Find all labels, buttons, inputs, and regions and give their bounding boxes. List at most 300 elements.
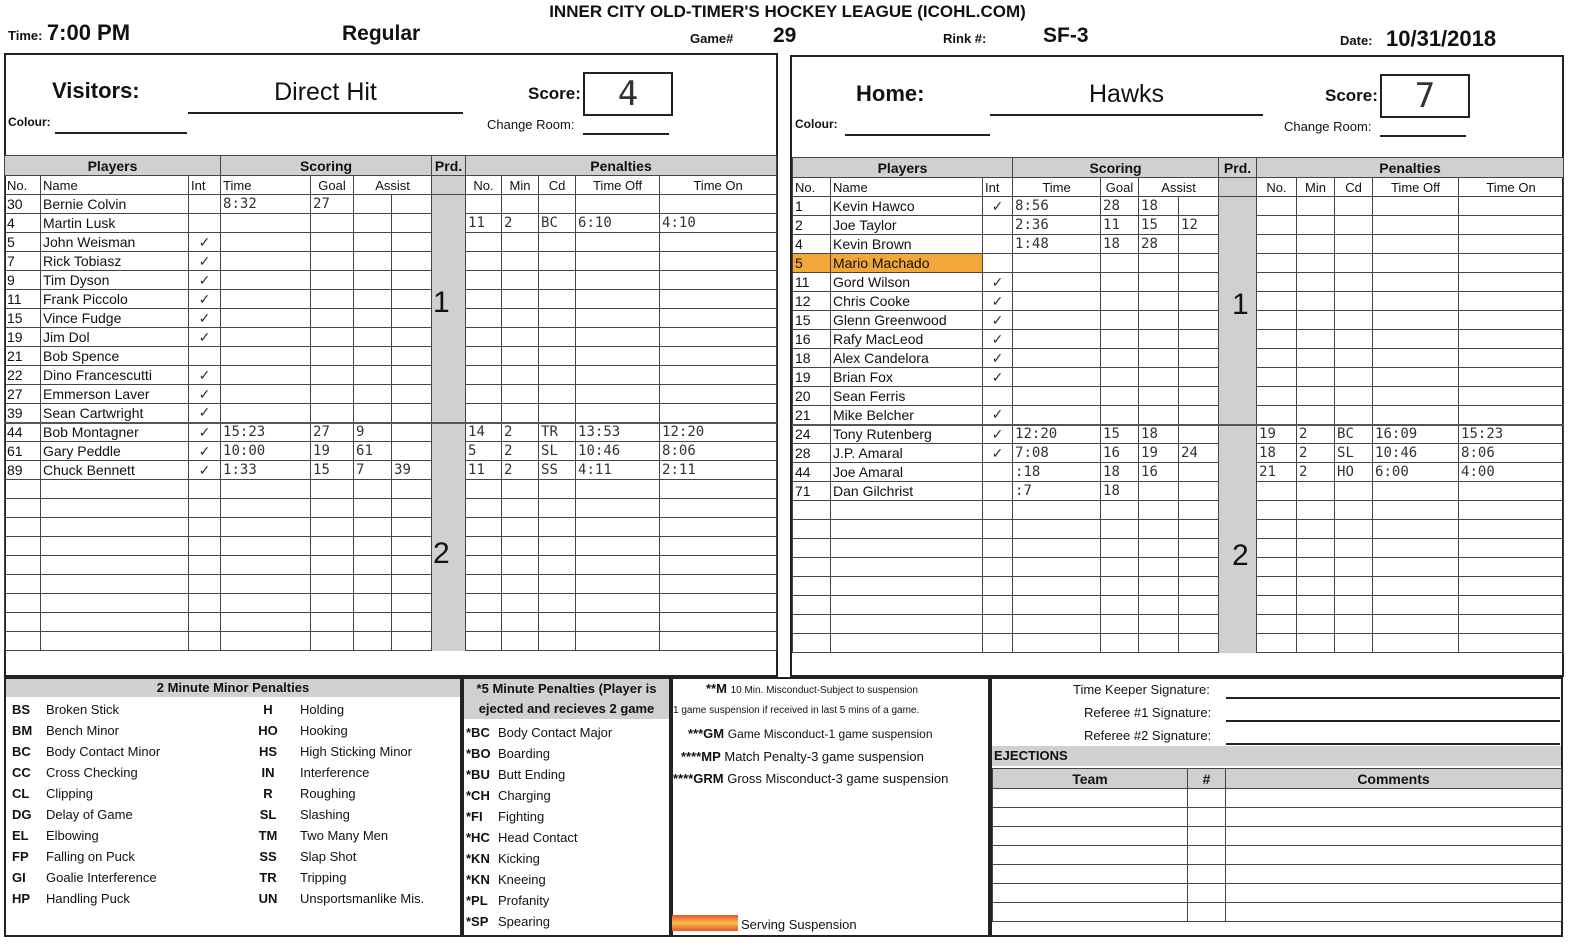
- player-name: [41, 556, 189, 575]
- home-prd-header: Prd.: [1219, 158, 1257, 178]
- ejection-cell[interactable]: [1226, 884, 1562, 903]
- penalty-code: BM: [12, 723, 33, 738]
- penalty-time-on: [660, 613, 777, 632]
- ejection-cell[interactable]: [1226, 827, 1562, 846]
- date-value: 10/31/2018: [1386, 26, 1497, 51]
- serving-suspension-label: Serving Suspension: [741, 917, 857, 932]
- table-row: [793, 558, 1564, 577]
- player-number: 22: [5, 366, 41, 385]
- penalty-minutes: 2: [1297, 425, 1335, 444]
- penalty-minutes: [1297, 558, 1335, 577]
- ejection-cell[interactable]: [1226, 808, 1562, 827]
- goal-time: [221, 632, 311, 651]
- visitors-score-label: Score:: [528, 84, 581, 103]
- home-room-line: [1380, 120, 1466, 137]
- prd-gutter: [1219, 615, 1257, 634]
- int-check: ✓: [983, 406, 1013, 425]
- penalty-minutes: [502, 518, 539, 537]
- assist-2: [1179, 273, 1219, 292]
- penalty-desc: Hooking: [300, 723, 348, 738]
- assist-2: [1179, 634, 1219, 653]
- goal-time: 1:48: [1013, 235, 1101, 254]
- penalty-time-off: 6:10: [576, 214, 660, 233]
- assist-2: [392, 195, 432, 214]
- assist-2: [392, 613, 432, 632]
- player-name: Bob Montagner: [41, 423, 189, 442]
- ejection-cell[interactable]: [993, 903, 1188, 922]
- player-name: [831, 539, 983, 558]
- timekeeper-signature-label: Time Keeper Signature:: [1073, 682, 1210, 697]
- referee2-signature-label: Referee #2 Signature:: [1084, 728, 1212, 743]
- penalty-time-on: [1459, 254, 1564, 273]
- penalty-player: [466, 537, 502, 556]
- penalty-desc: Interference: [300, 765, 370, 780]
- penalty-code: *BC: [466, 725, 490, 740]
- assist-1: [354, 328, 392, 347]
- col-int: Int: [189, 176, 221, 195]
- penalty-minutes: [1297, 292, 1335, 311]
- ejection-cell[interactable]: [1188, 789, 1226, 808]
- penalty-desc: Profanity: [498, 893, 550, 908]
- legend-row: [464, 911, 616, 932]
- player-name: Sean Cartwright: [41, 404, 189, 423]
- player-number: 27: [5, 385, 41, 404]
- penalty-time-on: [1459, 330, 1564, 349]
- prd-gutter: [1219, 387, 1257, 406]
- goal-scorer: 16: [1101, 444, 1139, 463]
- assist-2: [1179, 482, 1219, 501]
- goal-time: [1013, 292, 1101, 311]
- penalty-code: H: [263, 702, 273, 717]
- assist-1: [354, 195, 392, 214]
- col-name: Name: [41, 176, 189, 195]
- legend-row: [464, 743, 616, 764]
- table-row: [5, 556, 777, 575]
- penalty-desc: Body Contact Minor: [46, 744, 161, 759]
- penalty-minutes: [502, 290, 539, 309]
- penalty-time-on: [660, 632, 777, 651]
- table-row: [793, 425, 1564, 444]
- int-check: [189, 575, 221, 594]
- penalty-code: [1335, 330, 1373, 349]
- misconduct-gm-text: Game Misconduct-1 game suspension: [727, 727, 933, 741]
- goal-scorer: [311, 613, 354, 632]
- misconduct-m-code: **M: [706, 681, 727, 696]
- scoring-header: Scoring: [221, 156, 432, 176]
- assist-1: 15: [1139, 216, 1179, 235]
- assist-1: [354, 214, 392, 233]
- col-time-on: Time On: [660, 176, 777, 195]
- player-number: 44: [5, 423, 41, 442]
- goal-scorer: [1101, 501, 1139, 520]
- goal-scorer: [311, 480, 354, 499]
- penalty-minutes: [1297, 197, 1335, 216]
- referee1-signature-line[interactable]: [1226, 720, 1560, 722]
- penalty-player: [1257, 235, 1297, 254]
- goal-time: :7: [1013, 482, 1101, 501]
- misconduct-mp: [681, 749, 924, 764]
- penalty-code: [1335, 216, 1373, 235]
- assist-1: [354, 594, 392, 613]
- goal-time: [221, 309, 311, 328]
- assist-1: 18: [1139, 197, 1179, 216]
- legend-row: [464, 890, 616, 911]
- penalty-time-off: [1373, 292, 1459, 311]
- col-assist: Assist: [354, 176, 432, 195]
- player-number: [5, 480, 41, 499]
- player-number: 1: [793, 197, 831, 216]
- prd-gutter: [432, 632, 466, 651]
- ejection-cell[interactable]: [1188, 884, 1226, 903]
- col-time: Time: [221, 176, 311, 195]
- ejections-title: EJECTIONS: [992, 746, 1561, 766]
- penalty-player: [466, 499, 502, 518]
- prd-gutter: [1219, 197, 1257, 216]
- penalty-player: [466, 556, 502, 575]
- table-row: [5, 385, 777, 404]
- assist-2: [1179, 425, 1219, 444]
- penalty-code: TR: [259, 870, 277, 885]
- table-row: [5, 252, 777, 271]
- penalty-code: [539, 632, 576, 651]
- penalty-desc: Goalie Interference: [46, 870, 157, 885]
- home-penalties-header: Penalties: [1257, 158, 1564, 178]
- assist-1: [1139, 387, 1179, 406]
- penalty-player: [466, 252, 502, 271]
- assist-2: [1179, 596, 1219, 615]
- penalty-minutes: [502, 385, 539, 404]
- goal-scorer: [1101, 292, 1139, 311]
- penalty-time-on: 4:10: [660, 214, 777, 233]
- penalty-code: [1335, 349, 1373, 368]
- goal-time: [221, 385, 311, 404]
- penalty-code: HP: [12, 891, 31, 906]
- penalty-code: [1335, 577, 1373, 596]
- int-check: [983, 501, 1013, 520]
- home-col-goal: Goal: [1101, 178, 1139, 197]
- assist-2: [392, 404, 432, 423]
- penalty-time-off: [1373, 558, 1459, 577]
- goal-time: [221, 290, 311, 309]
- goal-time: [221, 328, 311, 347]
- goal-scorer: [311, 271, 354, 290]
- assist-2: [392, 366, 432, 385]
- penalty-minutes: [502, 328, 539, 347]
- player-number: 4: [793, 235, 831, 254]
- prd-gutter: [432, 214, 466, 233]
- assist-2: [1179, 615, 1219, 634]
- game-number: 29: [773, 24, 797, 47]
- penalty-player: 19: [1257, 425, 1297, 444]
- assist-2: [1179, 501, 1219, 520]
- penalty-code: BS: [12, 702, 31, 717]
- penalty-time-on: [660, 252, 777, 271]
- penalty-time-off: [1373, 216, 1459, 235]
- penalty-code: BC: [539, 214, 576, 233]
- penalty-time-on: [1459, 558, 1564, 577]
- penalty-minutes: [1297, 406, 1335, 425]
- assist-1: [1139, 501, 1179, 520]
- penalty-time-off: [1373, 254, 1459, 273]
- player-name: Mike Belcher: [831, 406, 983, 425]
- table-row: [5, 347, 777, 366]
- assist-2: [1179, 197, 1219, 216]
- table-row: [5, 499, 777, 518]
- misconduct-mp-text: Match Penalty-3 game suspension: [724, 749, 924, 764]
- visitors-period-2: 2: [433, 537, 450, 570]
- penalty-time-off: [576, 594, 660, 613]
- prd-gutter: [1219, 330, 1257, 349]
- goal-scorer: [311, 632, 354, 651]
- penalty-code: [539, 518, 576, 537]
- penalty-code: [539, 385, 576, 404]
- assist-2: [392, 575, 432, 594]
- penalty-player: [1257, 216, 1297, 235]
- int-check: [983, 520, 1013, 539]
- table-row: [5, 575, 777, 594]
- penalty-code: *BO: [466, 746, 491, 761]
- player-number: [793, 520, 831, 539]
- player-number: 2: [793, 216, 831, 235]
- assist-1: [354, 385, 392, 404]
- game-type: Regular: [342, 22, 421, 45]
- penalty-player: [466, 613, 502, 632]
- assist-1: [354, 271, 392, 290]
- legend-row: [464, 764, 616, 785]
- ejection-cell[interactable]: [993, 808, 1188, 827]
- table-row: [793, 539, 1564, 558]
- prd-gutter: [1219, 216, 1257, 235]
- int-check: ✓: [983, 292, 1013, 311]
- player-number: 20: [793, 387, 831, 406]
- penalty-code: [1335, 235, 1373, 254]
- penalty-time-off: [1373, 330, 1459, 349]
- home-col-time-off: Time Off: [1373, 178, 1459, 197]
- penalty-desc: Holding: [300, 702, 345, 717]
- assist-1: [354, 252, 392, 271]
- table-row: [793, 216, 1564, 235]
- penalty-code: R: [263, 786, 273, 801]
- ejection-cell[interactable]: [1226, 903, 1562, 922]
- ejection-cell[interactable]: [993, 789, 1188, 808]
- penalty-code: [539, 271, 576, 290]
- goal-time: 8:32: [221, 195, 311, 214]
- ejection-cell[interactable]: [993, 865, 1188, 884]
- table-row: [793, 197, 1564, 216]
- penalty-player: [466, 328, 502, 347]
- penalty-code: *KN: [466, 872, 490, 887]
- goal-scorer: [311, 499, 354, 518]
- timekeeper-signature-line[interactable]: [1226, 697, 1560, 699]
- table-row: [793, 482, 1564, 501]
- penalty-player: [1257, 330, 1297, 349]
- player-name: [831, 558, 983, 577]
- penalty-player: 21: [1257, 463, 1297, 482]
- goal-scorer: [311, 404, 354, 423]
- assist-1: [1139, 615, 1179, 634]
- misconduct-grm: [673, 771, 948, 786]
- int-check: ✓: [189, 290, 221, 309]
- penalty-time-on: [1459, 311, 1564, 330]
- assist-1: [354, 632, 392, 651]
- prd-gutter: [432, 328, 466, 347]
- penalty-desc: Elbowing: [46, 828, 99, 843]
- penalty-time-on: 8:06: [660, 442, 777, 461]
- penalty-player: [1257, 311, 1297, 330]
- goal-time: [221, 518, 311, 537]
- penalty-desc: Butt Ending: [498, 767, 566, 782]
- goal-time: [221, 499, 311, 518]
- penalty-time-off: [1373, 368, 1459, 387]
- penalty-code: *BU: [466, 767, 490, 782]
- players-header: Players: [5, 156, 221, 176]
- penalty-code: [1335, 596, 1373, 615]
- int-check: [189, 594, 221, 613]
- penalty-code: SL: [1335, 444, 1373, 463]
- assist-1: 16: [1139, 463, 1179, 482]
- penalty-minutes: [1297, 539, 1335, 558]
- penalty-player: [466, 347, 502, 366]
- penalty-player: [466, 404, 502, 423]
- home-col-min: Min: [1297, 178, 1335, 197]
- ejection-cell[interactable]: [1226, 846, 1562, 865]
- penalty-code: [539, 195, 576, 214]
- player-name: Dan Gilchrist: [831, 482, 983, 501]
- ejection-cell[interactable]: [993, 827, 1188, 846]
- goal-time: [1013, 273, 1101, 292]
- penalty-desc: Tripping: [300, 870, 347, 885]
- table-row: [793, 273, 1564, 292]
- penalty-time-on: [1459, 482, 1564, 501]
- assist-1: 9: [354, 423, 392, 442]
- int-check: [983, 482, 1013, 501]
- goal-scorer: [1101, 634, 1139, 653]
- goal-time: 2:36: [1013, 216, 1101, 235]
- ejection-cell[interactable]: [1188, 865, 1226, 884]
- player-number: 44: [793, 463, 831, 482]
- legend-row: [464, 722, 616, 743]
- assist-1: [1139, 292, 1179, 311]
- penalty-code: TR: [539, 423, 576, 442]
- penalty-code: BC: [1335, 425, 1373, 444]
- col-no: No.: [5, 176, 41, 195]
- penalty-time-off: [1373, 501, 1459, 520]
- legend-row: [6, 825, 430, 846]
- assist-1: 7: [354, 461, 392, 480]
- goal-scorer: 27: [311, 195, 354, 214]
- minor-penalties-title: 2 Minute Minor Penalties: [6, 679, 460, 697]
- penalty-time-off: [1373, 634, 1459, 653]
- goal-scorer: [1101, 596, 1139, 615]
- assist-2: [1179, 406, 1219, 425]
- prd-gutter: [1219, 425, 1257, 444]
- player-number: [5, 537, 41, 556]
- penalty-desc: Two Many Men: [300, 828, 389, 843]
- referee2-signature-line[interactable]: [1226, 743, 1560, 745]
- player-name: Rick Tobiasz: [41, 252, 189, 271]
- col-pen-no: No.: [466, 176, 502, 195]
- assist-1: [1139, 577, 1179, 596]
- player-name: [41, 632, 189, 651]
- ejections-col-num: #: [1188, 769, 1226, 789]
- penalty-code: [539, 499, 576, 518]
- penalty-time-on: 15:23: [1459, 425, 1564, 444]
- ejection-cell[interactable]: [1188, 846, 1226, 865]
- legend-row: [464, 848, 616, 869]
- penalty-code: [1335, 615, 1373, 634]
- ejection-cell[interactable]: [993, 846, 1188, 865]
- ejection-cell[interactable]: [1188, 827, 1226, 846]
- penalty-time-off: [1373, 596, 1459, 615]
- int-check: ✓: [189, 461, 221, 480]
- visitors-table: [4, 155, 777, 651]
- penalty-time-on: [1459, 501, 1564, 520]
- penalty-time-off: [576, 233, 660, 252]
- penalty-code: [539, 404, 576, 423]
- penalty-minutes: [1297, 596, 1335, 615]
- assist-2: 12: [1179, 216, 1219, 235]
- ejection-cell[interactable]: [1188, 808, 1226, 827]
- penalty-minutes: [1297, 520, 1335, 539]
- misconduct-gm-code: ***GM: [688, 726, 725, 741]
- assist-1: [354, 537, 392, 556]
- ejection-cell[interactable]: [1188, 903, 1226, 922]
- penalty-time-off: [1373, 406, 1459, 425]
- penalty-minutes: [1297, 216, 1335, 235]
- player-name: Martin Lusk: [41, 214, 189, 233]
- penalty-minutes: 2: [502, 461, 539, 480]
- penalty-player: [1257, 501, 1297, 520]
- table-row: [5, 404, 777, 423]
- goal-scorer: [311, 347, 354, 366]
- prd-gutter: [1219, 235, 1257, 254]
- penalty-minutes: [502, 366, 539, 385]
- goal-scorer: [311, 537, 354, 556]
- prd-gutter: [432, 575, 466, 594]
- penalty-player: [466, 366, 502, 385]
- prd-gutter: [1219, 577, 1257, 596]
- player-number: [5, 594, 41, 613]
- player-number: [793, 615, 831, 634]
- table-row: [5, 594, 777, 613]
- goal-time: [221, 613, 311, 632]
- player-name: Emmerson Laver: [41, 385, 189, 404]
- table-row: [5, 442, 777, 461]
- home-colour-line: [845, 120, 990, 136]
- int-check: ✓: [983, 349, 1013, 368]
- prd-gutter: [1219, 482, 1257, 501]
- penalty-minutes: 2: [1297, 463, 1335, 482]
- assist-2: [392, 556, 432, 575]
- prd-gutter: [432, 594, 466, 613]
- ejection-cell[interactable]: [1226, 789, 1562, 808]
- goal-time: 12:20: [1013, 425, 1101, 444]
- legend-row: [6, 762, 430, 783]
- penalty-minutes: [1297, 501, 1335, 520]
- player-name: J.P. Amaral: [831, 444, 983, 463]
- goal-scorer: 18: [1101, 482, 1139, 501]
- table-row: [5, 480, 777, 499]
- ejection-cell[interactable]: [993, 884, 1188, 903]
- penalty-desc: High Sticking Minor: [300, 744, 412, 759]
- assist-1: [1139, 330, 1179, 349]
- goal-time: [1013, 311, 1101, 330]
- penalty-time-on: [1459, 197, 1564, 216]
- ejection-cell[interactable]: [1226, 865, 1562, 884]
- player-name: Mario Machado: [831, 254, 983, 273]
- assist-1: [1139, 539, 1179, 558]
- prd-gutter: [432, 366, 466, 385]
